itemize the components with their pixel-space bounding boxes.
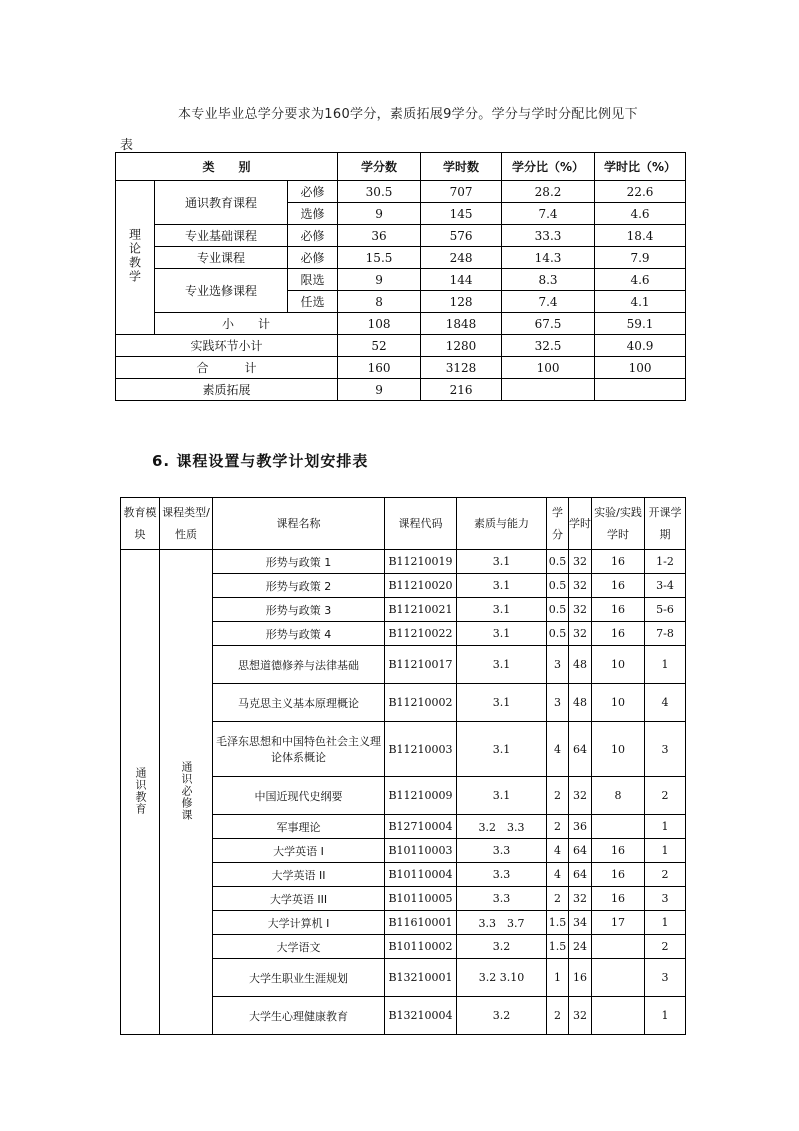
type-cell: 必修 bbox=[288, 181, 338, 203]
hours-cell: 48 bbox=[569, 646, 592, 684]
lab-cell: 10 bbox=[592, 684, 645, 722]
credits-cell: 108 bbox=[338, 313, 421, 335]
header-term: 开课学期 bbox=[645, 498, 686, 550]
credit-ratio-cell: 8.3 bbox=[502, 269, 595, 291]
credits-cell: 0.5 bbox=[547, 622, 569, 646]
code-cell: B13210004 bbox=[385, 997, 457, 1035]
course-rows bbox=[121, 550, 686, 1035]
credits-cell: 1 bbox=[547, 959, 569, 997]
credits-cell: 2 bbox=[547, 777, 569, 815]
header-credit-ratio: 学分比（%） bbox=[502, 153, 595, 181]
course-cell: 专业基础课程 bbox=[155, 225, 288, 247]
credits-cell: 9 bbox=[338, 379, 421, 401]
term-cell: 3 bbox=[645, 959, 686, 997]
name-cell: 大学计算机 I bbox=[213, 911, 385, 935]
code-cell: B11210021 bbox=[385, 598, 457, 622]
term-cell: 4 bbox=[645, 684, 686, 722]
header-hours: 学时数 bbox=[421, 153, 502, 181]
type-cell: 限选 bbox=[288, 269, 338, 291]
hour-ratio-cell: 40.9 bbox=[595, 335, 686, 357]
term-cell: 1 bbox=[645, 646, 686, 684]
ability-cell: 3.2 bbox=[457, 935, 547, 959]
credits-cell: 15.5 bbox=[338, 247, 421, 269]
credit-ratio-cell: 7.4 bbox=[502, 203, 595, 225]
header-module: 教育模块 bbox=[121, 498, 160, 550]
hours-cell: 32 bbox=[569, 574, 592, 598]
term-cell: 1 bbox=[645, 911, 686, 935]
type-cell: 任选 bbox=[288, 291, 338, 313]
name-cell: 中国近现代史纲要 bbox=[213, 777, 385, 815]
header-hours: 学时 bbox=[569, 498, 592, 550]
total-label: 合 计 bbox=[116, 357, 338, 379]
name-cell: 大学英语 III bbox=[213, 887, 385, 911]
credits-cell: 4 bbox=[547, 722, 569, 777]
name-cell: 大学生职业生涯规划 bbox=[213, 959, 385, 997]
ability-cell: 3.1 bbox=[457, 722, 547, 777]
term-cell: 1 bbox=[645, 815, 686, 839]
credits-cell: 0.5 bbox=[547, 550, 569, 574]
credit-ratio-cell: 14.3 bbox=[502, 247, 595, 269]
lab-cell bbox=[592, 935, 645, 959]
credit-ratio-cell: 32.5 bbox=[502, 335, 595, 357]
term-cell: 5-6 bbox=[645, 598, 686, 622]
lab-cell: 10 bbox=[592, 646, 645, 684]
name-cell: 大学生心理健康教育 bbox=[213, 997, 385, 1035]
credits-cell: 160 bbox=[338, 357, 421, 379]
course-schedule-table bbox=[120, 497, 686, 1035]
table-row bbox=[116, 269, 686, 291]
credits-cell: 30.5 bbox=[338, 181, 421, 203]
lab-cell bbox=[592, 959, 645, 997]
table-header-row bbox=[121, 498, 686, 550]
name-cell: 大学英语 II bbox=[213, 863, 385, 887]
header-credits: 学分 bbox=[547, 498, 569, 550]
name-cell: 形势与政策 2 bbox=[213, 574, 385, 598]
table-row bbox=[116, 225, 686, 247]
term-cell: 7-8 bbox=[645, 622, 686, 646]
hour-ratio-cell: 4.6 bbox=[595, 203, 686, 225]
credits-cell: 52 bbox=[338, 335, 421, 357]
hours-cell: 145 bbox=[421, 203, 502, 225]
credits-cell: 36 bbox=[338, 225, 421, 247]
ability-cell: 3.1 bbox=[457, 684, 547, 722]
ability-cell: 3.1 bbox=[457, 550, 547, 574]
code-cell: B10110004 bbox=[385, 863, 457, 887]
code-cell: B11210017 bbox=[385, 646, 457, 684]
table-row bbox=[116, 247, 686, 269]
course-cell: 专业课程 bbox=[155, 247, 288, 269]
hours-cell: 64 bbox=[569, 839, 592, 863]
term-cell: 3-4 bbox=[645, 574, 686, 598]
ability-cell: 3.3 bbox=[457, 863, 547, 887]
table-row bbox=[116, 181, 686, 203]
module-cell bbox=[121, 550, 160, 1035]
hours-cell: 34 bbox=[569, 911, 592, 935]
lab-cell: 17 bbox=[592, 911, 645, 935]
hour-ratio-cell: 59.1 bbox=[595, 313, 686, 335]
ability-cell: 3.1 bbox=[457, 646, 547, 684]
course-cell: 专业选修课程 bbox=[155, 269, 288, 313]
header-code: 课程代码 bbox=[385, 498, 457, 550]
hour-ratio-cell: 18.4 bbox=[595, 225, 686, 247]
ability-cell: 3.3 3.7 bbox=[457, 911, 547, 935]
name-cell: 大学英语 I bbox=[213, 839, 385, 863]
hours-cell: 248 bbox=[421, 247, 502, 269]
credit-ratio-cell bbox=[502, 379, 595, 401]
subtotal-row bbox=[116, 313, 686, 335]
credit-ratio-cell: 100 bbox=[502, 357, 595, 379]
type-cell bbox=[160, 550, 213, 1035]
type-cell: 必修 bbox=[288, 225, 338, 247]
table-row bbox=[121, 550, 686, 574]
credit-ratio-cell: 67.5 bbox=[502, 313, 595, 335]
table-header-row bbox=[116, 153, 686, 181]
code-cell: B13210001 bbox=[385, 959, 457, 997]
intro-line-1: 本专业毕业总学分要求为160学分，素质拓展9学分。学分与学时分配比例见下 bbox=[178, 107, 638, 122]
code-cell: B11610001 bbox=[385, 911, 457, 935]
hours-cell: 144 bbox=[421, 269, 502, 291]
credit-ratio-cell: 7.4 bbox=[502, 291, 595, 313]
ability-cell: 3.2 bbox=[457, 997, 547, 1035]
lab-cell: 16 bbox=[592, 887, 645, 911]
credits-cell: 0.5 bbox=[547, 598, 569, 622]
code-cell: B11210019 bbox=[385, 550, 457, 574]
name-cell: 大学语文 bbox=[213, 935, 385, 959]
ability-cell: 3.3 bbox=[457, 887, 547, 911]
credits-cell: 4 bbox=[547, 839, 569, 863]
lab-cell: 16 bbox=[592, 574, 645, 598]
hours-cell: 16 bbox=[569, 959, 592, 997]
lab-cell: 16 bbox=[592, 839, 645, 863]
theory-teaching-label: 理论教学 bbox=[127, 228, 142, 284]
code-cell: B10110002 bbox=[385, 935, 457, 959]
hours-cell: 216 bbox=[421, 379, 502, 401]
header-type: 课程类型/性质 bbox=[160, 498, 213, 550]
credits-cell: 3 bbox=[547, 646, 569, 684]
header-ability: 素质与能力 bbox=[457, 498, 547, 550]
name-cell: 形势与政策 4 bbox=[213, 622, 385, 646]
ability-cell: 3.3 bbox=[457, 839, 547, 863]
code-cell: B11210020 bbox=[385, 574, 457, 598]
hours-cell: 3128 bbox=[421, 357, 502, 379]
name-cell: 思想道德修养与法律基础 bbox=[213, 646, 385, 684]
name-cell: 形势与政策 3 bbox=[213, 598, 385, 622]
hours-cell: 1280 bbox=[421, 335, 502, 357]
lab-cell: 16 bbox=[592, 598, 645, 622]
hours-cell: 32 bbox=[569, 777, 592, 815]
hour-ratio-cell: 7.9 bbox=[595, 247, 686, 269]
code-cell: B11210022 bbox=[385, 622, 457, 646]
hour-ratio-cell: 22.6 bbox=[595, 181, 686, 203]
code-cell: B11210003 bbox=[385, 722, 457, 777]
theory-teaching-cell bbox=[116, 181, 155, 335]
hours-cell: 24 bbox=[569, 935, 592, 959]
name-cell: 毛泽东思想和中国特色社会主义理论体系概论 bbox=[213, 722, 385, 777]
term-cell: 1-2 bbox=[645, 550, 686, 574]
hours-cell: 32 bbox=[569, 622, 592, 646]
credit-allocation-table bbox=[115, 152, 686, 401]
hour-ratio-cell bbox=[595, 379, 686, 401]
credits-cell: 2 bbox=[547, 997, 569, 1035]
credits-cell: 8 bbox=[338, 291, 421, 313]
hours-cell: 64 bbox=[569, 863, 592, 887]
ability-cell: 3.2 3.10 bbox=[457, 959, 547, 997]
hours-cell: 36 bbox=[569, 815, 592, 839]
hour-ratio-cell: 100 bbox=[595, 357, 686, 379]
hours-cell: 32 bbox=[569, 887, 592, 911]
term-cell: 3 bbox=[645, 887, 686, 911]
code-cell: B11210002 bbox=[385, 684, 457, 722]
term-cell: 1 bbox=[645, 839, 686, 863]
course-cell: 通识教育课程 bbox=[155, 181, 288, 225]
lab-cell: 16 bbox=[592, 863, 645, 887]
type-cell: 必修 bbox=[288, 247, 338, 269]
hours-cell: 32 bbox=[569, 997, 592, 1035]
lab-cell bbox=[592, 815, 645, 839]
credits-cell: 9 bbox=[338, 203, 421, 225]
ability-cell: 3.1 bbox=[457, 622, 547, 646]
credits-cell: 1.5 bbox=[547, 911, 569, 935]
module-label: 通识教育 bbox=[134, 766, 147, 815]
term-cell: 3 bbox=[645, 722, 686, 777]
hours-cell: 576 bbox=[421, 225, 502, 247]
hours-cell: 1848 bbox=[421, 313, 502, 335]
code-cell: B11210009 bbox=[385, 777, 457, 815]
ability-cell: 3.1 bbox=[457, 598, 547, 622]
intro-line-2: 表 bbox=[120, 138, 134, 153]
hour-ratio-cell: 4.1 bbox=[595, 291, 686, 313]
type-label: 通识必修课 bbox=[180, 760, 193, 821]
hours-cell: 48 bbox=[569, 684, 592, 722]
credits-cell: 0.5 bbox=[547, 574, 569, 598]
header-lab: 实验/实践学时 bbox=[592, 498, 645, 550]
name-cell: 军事理论 bbox=[213, 815, 385, 839]
hours-cell: 128 bbox=[421, 291, 502, 313]
total-row bbox=[116, 357, 686, 379]
lab-cell bbox=[592, 997, 645, 1035]
code-cell: B10110005 bbox=[385, 887, 457, 911]
practice-row bbox=[116, 335, 686, 357]
credit-ratio-cell: 28.2 bbox=[502, 181, 595, 203]
name-cell: 形势与政策 1 bbox=[213, 550, 385, 574]
lab-cell: 8 bbox=[592, 777, 645, 815]
credit-ratio-cell: 33.3 bbox=[502, 225, 595, 247]
term-cell: 2 bbox=[645, 863, 686, 887]
credits-cell: 2 bbox=[547, 815, 569, 839]
term-cell: 1 bbox=[645, 997, 686, 1035]
practice-label: 实践环节小计 bbox=[116, 335, 338, 357]
ability-cell: 3.2 3.3 bbox=[457, 815, 547, 839]
credits-cell: 9 bbox=[338, 269, 421, 291]
header-credits: 学分数 bbox=[338, 153, 421, 181]
type-cell: 选修 bbox=[288, 203, 338, 225]
header-category: 类 别 bbox=[116, 153, 338, 181]
hours-cell: 707 bbox=[421, 181, 502, 203]
header-name: 课程名称 bbox=[213, 498, 385, 550]
term-cell: 2 bbox=[645, 777, 686, 815]
credits-cell: 4 bbox=[547, 863, 569, 887]
ability-cell: 3.1 bbox=[457, 777, 547, 815]
hours-cell: 32 bbox=[569, 550, 592, 574]
hours-cell: 64 bbox=[569, 722, 592, 777]
section-heading: 6. 课程设置与教学计划安排表 bbox=[152, 452, 369, 470]
code-cell: B10110003 bbox=[385, 839, 457, 863]
term-cell: 2 bbox=[645, 935, 686, 959]
subtotal-label: 小 计 bbox=[155, 313, 338, 335]
code-cell: B12710004 bbox=[385, 815, 457, 839]
credits-cell: 2 bbox=[547, 887, 569, 911]
header-hour-ratio: 学时比（%） bbox=[595, 153, 686, 181]
credits-cell: 1.5 bbox=[547, 935, 569, 959]
credits-cell: 3 bbox=[547, 684, 569, 722]
lab-cell: 16 bbox=[592, 622, 645, 646]
quality-row bbox=[116, 379, 686, 401]
hours-cell: 32 bbox=[569, 598, 592, 622]
quality-label: 素质拓展 bbox=[116, 379, 338, 401]
ability-cell: 3.1 bbox=[457, 574, 547, 598]
hour-ratio-cell: 4.6 bbox=[595, 269, 686, 291]
lab-cell: 16 bbox=[592, 550, 645, 574]
lab-cell: 10 bbox=[592, 722, 645, 777]
name-cell: 马克思主义基本原理概论 bbox=[213, 684, 385, 722]
